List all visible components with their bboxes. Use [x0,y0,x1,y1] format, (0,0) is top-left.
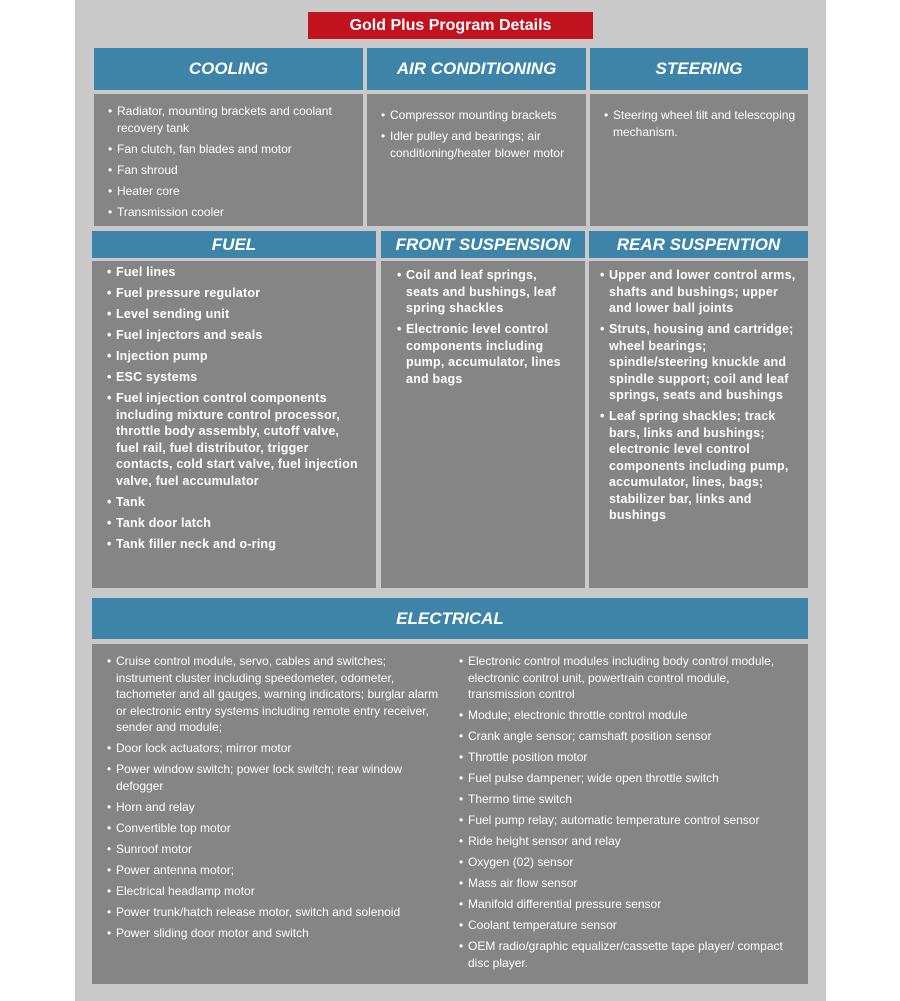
list-item: • Crank angle sensor; camshaft position sensor [459,728,794,745]
list-item: • Leaf spring shackles; track bars, links and bushings; electronic level control components including pump, accumulator, lines, bags; stabilizer bar, links and bushings [600,408,800,524]
list-item: • Heater core [108,183,351,200]
steering-header: STEERING [590,48,808,90]
list-item: • Level sending unit [107,306,364,323]
list-item: • ESC systems [107,369,364,386]
list-item: • Fuel pump relay; automatic temperature control sensor [459,812,794,829]
list-item: • Struts, housing and cartridge; wheel bearings; spindle/steering knuckle and spindle support; coil and leaf springs, seats and bushings [600,321,800,404]
list-item: • Tank [107,494,364,511]
list-item: • Power trunk/hatch release motor, switch and solenoid [107,904,439,921]
electrical-list-left [107,653,439,946]
list-item: • Tank filler neck and o-ring [107,536,364,553]
list-item: • Fuel lines [107,264,364,281]
list-item: • Oxygen (02) sensor [459,854,794,871]
list-item: • Idler pulley and bearings; air conditioning/heater blower motor [381,128,574,161]
list-item: • Steering wheel tilt and telescoping mechanism. [604,107,796,140]
list-item: • Ride height sensor and relay [459,833,794,850]
list-item: • Radiator, mounting brackets and coolant recovery tank [108,103,351,136]
steering-panel [590,94,808,226]
list-item: • Convertible top motor [107,820,439,837]
front-suspension-list [397,267,573,387]
fuel-panel [92,261,376,588]
list-item: • Electronic control modules including body control module, electronic control unit, powertrain control module, transmission control [459,653,794,703]
list-item: • Mass air flow sensor [459,875,794,892]
front-suspension-header: FRONT SUSPENSION [381,231,585,258]
air-conditioning-panel [367,94,586,226]
list-item: • Upper and lower control arms, shafts and bushings; upper and lower ball joints [600,267,800,317]
cooling-panel [94,94,363,226]
cooling-list [108,103,351,220]
list-item: • Fan clutch, fan blades and motor [108,141,351,158]
steering-list [604,107,796,140]
fuel-header: FUEL [92,231,376,258]
list-item: • Electronic level control components including pump, accumulator, lines and bags [397,321,573,387]
front-suspension-panel [381,261,585,588]
electrical-list-right [459,653,794,976]
cooling-header: COOLING [94,48,363,90]
electrical-panel [92,644,808,984]
rear-suspension-list [600,267,800,524]
rear-suspension-panel [589,261,808,588]
list-item: • Throttle position motor [459,749,794,766]
list-item: • Electrical headlamp motor [107,883,439,900]
list-item: • Tank door latch [107,515,364,532]
air-conditioning-header: AIR CONDITIONING [367,48,586,90]
list-item: • Manifold differential pressure sensor [459,896,794,913]
list-item: • Door lock actuators; mirror motor [107,740,439,757]
list-item: • Fuel pressure regulator [107,285,364,302]
list-item: • Sunroof motor [107,841,439,858]
list-item: • Thermo time switch [459,791,794,808]
fuel-list [107,264,364,552]
list-item: • Injection pump [107,348,364,365]
list-item: • Power antenna motor; [107,862,439,879]
list-item: • Fuel injectors and seals [107,327,364,344]
list-item: • Fuel injection control components including mixture control processor, throttle body assembly, cutoff valve, fuel rail, fuel distributor, trigger contacts, cold start valve, fuel injection valve, fuel accumulator [107,390,364,489]
list-item: • Transmission cooler [108,204,351,221]
list-item: • Power window switch; power lock switch; rear window defogger [107,761,439,794]
list-item: • Cruise control module, servo, cables and switches; instrument cluster including speedometer, odometer, tachometer and all gauges, warning indicators; burglar alarm or electronic entry systems including remote entry receiver, sender and module; [107,653,439,736]
electrical-header: ELECTRICAL [92,598,808,639]
air-conditioning-list [381,107,574,161]
rear-suspension-header: REAR SUSPENTION [589,231,808,258]
list-item: • Coil and leaf springs, seats and bushings, leaf spring shackles [397,267,573,317]
list-item: • Power sliding door motor and switch [107,925,439,942]
page-title: Gold Plus Program Details [308,12,593,39]
list-item: • Coolant temperature sensor [459,917,794,934]
list-item: • Horn and relay [107,799,439,816]
list-item: • Fan shroud [108,162,351,179]
list-item: • Fuel pulse dampener; wide open throttle switch [459,770,794,787]
list-item: • Compressor mounting brackets [381,107,574,124]
list-item: • OEM radio/graphic equalizer/cassette tape player/ compact disc player. [459,938,794,971]
list-item: • Module; electronic throttle control module [459,707,794,724]
